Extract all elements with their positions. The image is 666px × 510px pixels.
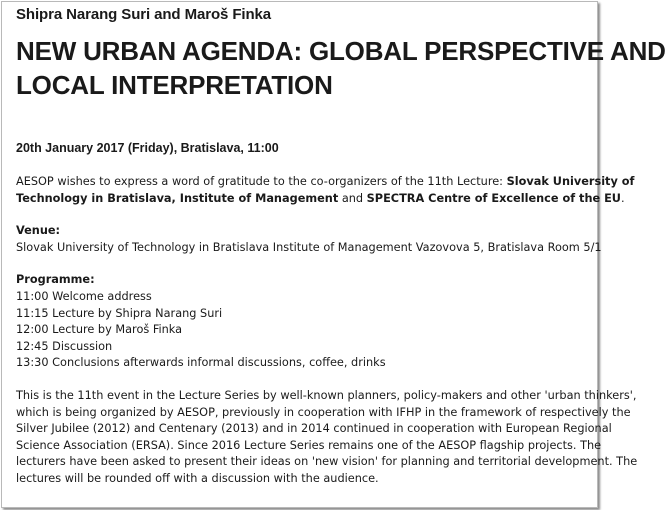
title-line: NEW URBAN AGENDA: GLOBAL PERSPECTIVE AND xyxy=(16,36,666,66)
thanks-text: AESOP wishes to express a word of gratitude to the co-organizers of the 11th Lecture: xyxy=(16,175,507,188)
programme-item: 13:30 Conclusions afterwards informal discussions, coffee, drinks xyxy=(16,356,386,370)
venue-label: Venue: xyxy=(16,224,61,238)
programme-item: 12:45 Discussion xyxy=(16,339,113,353)
co-organizer-name: Slovak University of xyxy=(506,175,635,188)
venue-text: Slovak University of Technology in Bratislava Institute of Management Vazovova 5, Bratislava Room 5/1 xyxy=(16,240,602,254)
programme-section xyxy=(16,272,616,372)
programme-item: 11:00 Welcome address xyxy=(16,289,152,303)
event-date: 20th January 2017 (Friday), Bratislava, 11:00 xyxy=(16,141,279,155)
description-line: Silver Jubilee (2012) and Centenary (2013) and in 2014 continued in cooperation with European Regional xyxy=(16,422,612,436)
page-title xyxy=(16,34,666,102)
thanks-paragraph xyxy=(16,174,635,207)
description-line: lectures will be rounded off with a discussion with the audience. xyxy=(16,471,379,485)
programme-item: 11:15 Lecture by Shipra Narang Suri xyxy=(16,306,223,320)
co-organizer-name: Technology in Bratislava, Institute of Management xyxy=(16,191,339,205)
thanks-text: and xyxy=(338,191,367,205)
thanks-line xyxy=(16,191,625,208)
thanks-text: . xyxy=(620,191,625,205)
description-paragraph xyxy=(16,388,638,488)
title-line: LOCAL INTERPRETATION xyxy=(16,70,333,100)
description-line: This is the 11th event in the Lecture Series by well-known planners, policy-makers and other 'urban thinkers', xyxy=(16,388,637,402)
article-frame xyxy=(1,1,666,508)
authors: Shipra Narang Suri and Maroš Finka xyxy=(16,6,271,23)
description-line: Science Association (ERSA). Since 2016 Lecture Series remains one of the AESOP flagship projects. The xyxy=(16,438,602,452)
description-line: which is being organized by AESOP, previously in cooperation with IFHP in the framework of respectively the xyxy=(16,405,631,419)
programme-label: Programme: xyxy=(16,273,95,287)
co-organizer-name: SPECTRA Centre of Excellence of the EU xyxy=(366,191,621,205)
programme-item: 12:00 Lecture by Maroš Finka xyxy=(16,323,183,337)
article-content xyxy=(16,6,666,488)
venue-section xyxy=(16,223,616,256)
thanks-line xyxy=(16,174,635,191)
description-line: lecturers have been asked to present their ideas on 'new vision' for planning and territorial development. The xyxy=(16,455,638,469)
